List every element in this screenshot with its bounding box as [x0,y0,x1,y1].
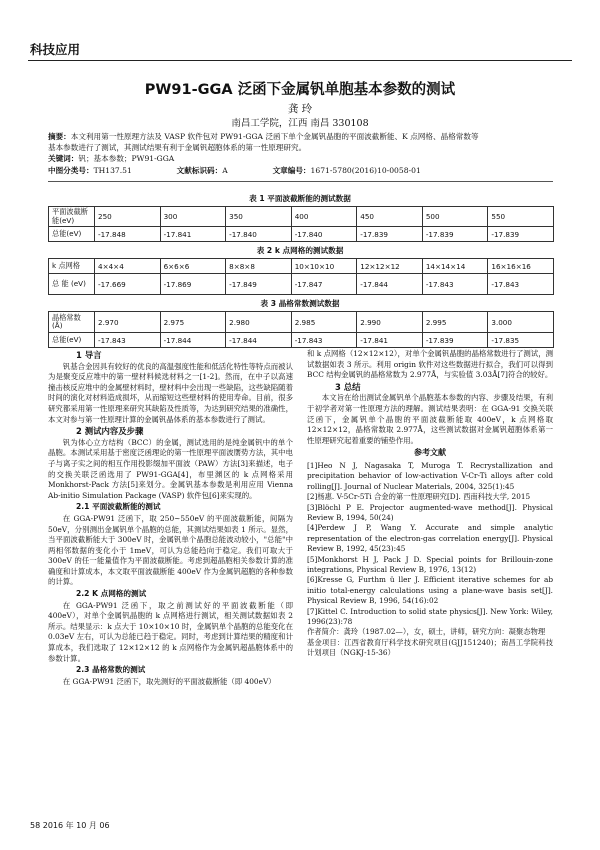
doc-code-value: A [222,166,228,175]
table3-cell: 2.970 [95,312,161,333]
table1-row1-label: 平面波截断能(eV) [49,207,95,227]
keywords-label: 关键词： [48,153,79,163]
fund-info: 基金项目：江西省教育厅科学技术研究项目(GJJ151240)；南昌工学院科技计划项目（NGKJ-15-36） [307,637,553,658]
table2-row2-label: 总 能 (eV) [49,274,95,295]
reference-item: [5]Monkhorst H J, Pack J D. Special points for Brillouin-zone integrations, Physical Review B, 1976, 13(12) [307,554,553,574]
table1-row-total [49,227,554,242]
abstract-line-1 [48,132,553,143]
paragraph-cutoff: 在 GGA-PW91 泛函下，取 250~550eV 的平面波截断能，间隔为 50eV，分别测出金属钒单个晶胞的总能，其测试结果如表 1 所示。显然，当平面波截断能大于 300eV 时，金属钒单个晶胞总能波动较小，"总能"中两相邻数据的变化小于 1meV，可认为总能趋向于稳定。我们可取大于 300eV 的任一能量值作为平面波截断能。考虑到超晶胞相关参数计算的准确度和计算成本，本文取平面波截断能 400eV 作为金属钒超胞的各种参数的计算。 [48,513,293,587]
references-heading: 参考文献 [414,448,446,458]
table2-cell: -17.849 [226,274,292,295]
paragraph-lattice: 在 GGA-PW91 泛函下，取先测好的平面波截断能（即 400eV） [62,676,276,686]
paragraph-intro: 钒基合金因具有较好的优良的高温强度性能和低活化特性等特点而被认为是聚变反应堆中的第一壁材料候选材料之一[1-2]。然而，在中子以高速撞击核反应堆中的金属壁材料时，壁材料中会出现一些缺陷，这些缺陷随着时间的演化对材料造成损坏，从而缩短这些壁材料的使用寿命。目前，很多研究都采用第一性原理来研究其缺陷及性质等，为达到研究结果的准确性，本文对参与第一性原理计算的金属钒晶体系的基本参数进行了测试。 [48,361,293,424]
reference-item: [2]杨惠. V-5Cr-5Ti 合金的第一性原理研究[D]. 西南科技大学, 2015 [307,492,531,502]
table2-cell: 4×4×4 [95,259,161,274]
table3-row-total [49,333,554,348]
subsection-heading-lattice: 2.3 晶格常数的测试 [76,665,146,675]
table3-cell: 2.975 [160,312,226,333]
clc-value: TH137.51 [93,166,132,175]
table2-cell: -17.843 [422,274,488,295]
reference-item: [3]Blöchl P E. Projector augmented-wave method[J]. Physical Review B, 1994, 50(24) [307,502,553,522]
table3-row1-label: 晶格常数(Å) [49,312,95,333]
table3-cell: -17.843 [95,333,161,348]
header-rule [28,60,572,61]
paragraph-summary: 本文旨在给出测试金属钒单个晶胞基本参数的内容、步骤及结果，有利于初学者对第一性原理方法的理解。测试结果表明：在 GGA-91 交换关联泛函下，金属钒单个晶胞的平面波截断能取 400eV，k 点网格取 12×12×12，晶格常数取 2.977Å，这些测试数据对金属钒超胞体系第一性原理研究起着重要的铺垫作用。 [307,393,553,445]
table3-caption: 表 3 晶格常数测试数据 [260,299,340,308]
abstract-label: 摘要： [48,132,71,141]
table1-cell: 400 [291,207,357,227]
abstract-block [48,132,553,164]
table1-cell: 350 [226,207,292,227]
paragraph-kpoints: 在 GGA-PW91 泛函下，取之前测试好的平面波截断能（即 400eV），对单个金属钒晶胞的 k 点网格进行测试，相关测试数据如表 2 所示。结果显示：k 点大于 10×10×10 时，金属钒单个晶胞的总能变化在 0.03eV 左右，可认为总能已趋于稳定。同时，考虑到计算结果的精度和计算成本，我们选取了 12×12×12 的 k 点网格作为金属钒超晶胞体系中的参数计算。 [48,600,293,663]
subsection-heading-cutoff: 2.1 平面波截断能的测试 [76,502,161,512]
left-column [48,349,293,687]
table1-cell: 300 [160,207,226,227]
table3-cell: 2.990 [357,312,423,333]
table3-row-lattice [49,312,554,333]
table2-caption: 表 2 k 点网格的测试数据 [256,246,344,255]
section-heading-intro: 1 导言 [76,350,102,360]
table1 [48,206,554,242]
table3-cell: 2.985 [291,312,357,333]
table1-cell: -17.840 [226,227,292,242]
reference-item: [4]Perdew J P, Wang Y. Accurate and simple analytic representation of the electron-gas correlation energy[J]. Physical Review B, 1992, 45(23):45 [307,523,553,554]
table2-row-total [49,274,554,295]
section-heading-summary: 3 总结 [335,381,361,392]
subsection-heading-kpoints: 2.2 K 点网格的测试 [76,589,147,599]
table1-cell: -17.839 [488,227,554,242]
section-heading-method: 2 测试内容及步骤 [76,426,144,437]
table1-cell: 550 [488,207,554,227]
author-bio: 作者简介：龚玲（1987.02—），女，硕士，讲师，研究方向：凝聚态物理 [307,627,546,637]
table1-cell: -17.839 [357,227,423,242]
table2-cell: -17.843 [488,274,554,295]
classification-line [48,165,553,176]
table1-caption: 表 1 平面波截断能的测试数据 [249,194,351,203]
right-column [307,349,553,659]
reference-item: [1]Heo N J, Nagasaka T, Muroga T. Recrystallization and precipitation behavior of low-activation V-Cr-Ti alloys after cold rolling[J]. Journal of Nuclear Materials, 2004, 325(1):45 [307,460,553,491]
journal-section-header: 科技应用 [30,42,81,57]
table2-cell: -17.847 [291,274,357,295]
reference-item: [7]Kittel C. Introduction to solid state physics[J]. New York: Wiley, 1996(23):78 [307,606,553,627]
keywords-text: 钒；基本参数；PW91-GGA [78,153,175,163]
table3-cell: -17.844 [226,333,292,348]
table3-cell: 2.995 [422,312,488,333]
table2-cell: -17.669 [95,274,161,295]
reference-item: [6]Kresse G, Furthm ü ller J. Efficient iterative schemes for ab initio total-energy calculations using a plane-wave basis set[J]. Physical Review B, 1996, 54(16):02 [307,575,553,606]
keywords-line [48,154,553,165]
abstract-text-1: 本文利用第一性原理方法及 VASP 软件包对 PW91-GGA 泛函下单个金属钒晶胞的平面波截断能、K 点网格、晶格常数等 [70,132,479,141]
table2-cell: 12×12×12 [357,259,423,274]
table2-row1-label: k 点网格 [49,259,95,274]
table3-cell: -17.843 [291,333,357,348]
table1-row2-label: 总能(eV) [49,227,95,242]
paragraph-method: 钒为体心立方结构（BCC）的金属，测试选用的是纯金属钒中的单个晶胞。本测试采用基于密度泛函理论的第一性原理平面波赝势方法，其中电子与离子实之间的相互作用投影缀加平面波（PAW）方法[3]来描述，电子的交换关联泛函选用了 PW91-GGA[4]，布里渊区的 k 点网格采用 Monkhorst-Pack 方法[5]来划分。金属钒基本参数是利用应用 Vienna Ab-initio Simulation Package (VASP) 软件包[6]来实现的。 [48,437,293,500]
table3 [48,311,554,348]
table1-cell: -17.841 [160,227,226,242]
table2-cell: 14×14×14 [422,259,488,274]
doc-code-label: 文献标识码： [176,166,223,175]
table3-cell: -17.841 [357,333,423,348]
table3-row2-label: 总能(eV) [49,333,95,348]
table2-cell: 6×6×6 [160,259,226,274]
article-no-label: 文章编号： [272,166,311,175]
table2-row-grid [49,259,554,274]
table3-cell: 3.000 [488,312,554,333]
table2-cell: -17.844 [357,274,423,295]
table1-cell: -17.848 [95,227,161,242]
paragraph-lattice-continued: 和 k 点网格（12×12×12），对单个金属钒晶胞的晶格常数进行了测试，测试数据如表 3 所示。利用 origin 软件对这些数据进行拟合，我们可以得到 BCC 结构金属钒的晶格常数为 2.977Å，与实验值 3.03Å[7]符合的较好。 [307,349,553,380]
author-affiliation: 南昌工学院，江西 南昌 330108 [231,118,369,129]
table2-cell: 16×16×16 [488,259,554,274]
table1-cell: -17.839 [422,227,488,242]
meta-rule [48,181,553,182]
table3-cell: -17.835 [488,333,554,348]
abstract-line-2: 基本参数进行了测试，其测试结果有利于金属钒超胞体系的第一性原理研究。 [48,142,307,152]
table1-cell: -17.840 [291,227,357,242]
table3-cell: -17.844 [160,333,226,348]
table2-cell: 8×8×8 [226,259,292,274]
page-footer: 58 2016 年 10 月 06 [30,821,110,830]
table2-cell: -17.869 [160,274,226,295]
table1-cell: 250 [95,207,161,227]
table1-cell: 450 [357,207,423,227]
table1-cell: 500 [422,207,488,227]
table3-cell: 2.980 [226,312,292,333]
table2-cell: 10×10×10 [291,259,357,274]
table3-cell: -17.839 [422,333,488,348]
clc-label: 中图分类号： [48,166,94,175]
author-name: 龚 玲 [287,103,313,115]
table2 [48,258,554,295]
article-no-value: 1671-5780(2016)10-0058-01 [310,166,421,175]
article-title: PW91-GGA 泛函下金属钒单胞基本参数的测试 [144,82,456,98]
table1-row-energy [49,207,554,227]
